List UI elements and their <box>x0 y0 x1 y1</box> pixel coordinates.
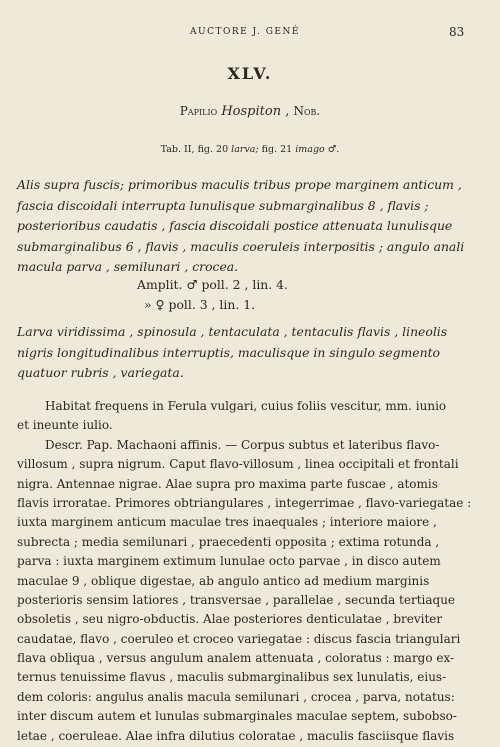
species-title <box>0 104 500 119</box>
plate-ref-imago: imago <box>295 144 325 155</box>
description-line: villosum , supra nigrum. Caput flavo-villosum , linea occipitali et frontali <box>17 457 459 472</box>
plate-ref-text-a: Tab. II, fig. 20 <box>160 144 232 155</box>
larva-paragraph <box>17 322 477 384</box>
diagnosis-line: Alis supra fuscis; primoribus maculis tribus prope marginem anticum , <box>17 177 462 192</box>
title-separator: , <box>281 104 294 119</box>
body-text <box>17 397 477 746</box>
habitat-line: et ineunte iulio. <box>17 418 113 433</box>
species-name: Hospiton <box>221 104 282 119</box>
description-line: inter discum autem et lunulas submarginales maculae septem, subobso- <box>17 709 457 724</box>
description-line: posterioris sensim latiores , transversae , parallelae , secunda tertiaque <box>17 592 456 607</box>
page-number: 83 <box>449 25 465 39</box>
measurement-female: » ♀ poll. 3 , lin. 1. <box>144 297 256 312</box>
larva-line: nigris longitudinalibus interruptis, maculisque in singulo segmento <box>17 344 441 360</box>
description-line: Descr. Pap. Machaoni affinis. — Corpus subtus et lateribus flavo- <box>45 437 440 452</box>
page-header <box>0 27 500 43</box>
description-line: flavis irroratae. Primores obtriangulares , integerrimae , flavo-variegatae : <box>17 495 472 510</box>
diagnosis-paragraph <box>17 175 477 278</box>
plate-ref-symbol: ♂. <box>324 144 340 155</box>
measurements <box>0 275 500 315</box>
description-line: nigra. Antennae nigrae. Alae supra pro maxima parte fuscae , atomis <box>17 476 438 491</box>
genus-name: Papilio <box>179 104 218 118</box>
plate-ref-larva: larva; <box>231 144 259 155</box>
description-line: letae , coeruleae. Alae infra dilutius coloratae , maculis fasciisque flavis <box>17 728 455 743</box>
running-head: AUCTORE J. GENÉ <box>190 27 300 37</box>
description-line: obsoletis , seu nigro-obductis. Alae posteriores denticulatae , breviter <box>17 612 443 627</box>
diagnosis-line: submarginalibus 6 , flavis , maculis coeruleis interpositis ; angulo anali <box>17 238 465 254</box>
author-abbrev: Nob. <box>293 104 321 118</box>
diagnosis-line: macula parva , semilunari , crocea. <box>17 259 239 274</box>
description-line: caudatae, flavo , coeruleo et croceo variegatae : discus fascia triangulari <box>17 631 461 646</box>
description-line: maculae 9 , oblique digestae, ab angulo antico ad medium marginis <box>17 573 430 588</box>
measurement-male: Amplit. ♂ poll. 2 , lin. 4. <box>137 277 288 292</box>
larva-line: Larva viridissima , spinosula , tentaculata , tentaculis flavis , lineolis <box>17 324 448 339</box>
diagnosis-line: posterioribus caudatis , fascia discoidali postice attenuata lunulisque <box>17 218 453 233</box>
description-line: ternus tenuissime flavus , maculis submarginalibus sex lunulatis, eius- <box>17 670 447 685</box>
description-line: flava obliqua , versus angulum analem attenuata , coloratus : margo ex- <box>17 651 455 666</box>
description-line: subrecta ; media semilunari , praecedenti opposita ; extima rotunda , <box>17 534 440 549</box>
diagnosis-line: fascia discoidali interrupta lunulisque submarginalibus 8 , flavis ; <box>17 197 429 213</box>
plate-ref-text-b: fig. 21 <box>258 144 296 155</box>
habitat-line: Habitat frequens in Ferula vulgari, cuius foliis vescitur, mm. iunio <box>45 399 447 413</box>
plate-reference <box>0 144 500 155</box>
description-line: parva : iuxta marginem extimum lunulae octo parvae , in disco autem <box>17 554 441 569</box>
larva-line: quatuor rubris , variegata. <box>17 365 184 380</box>
description-line: iuxta marginem anticum maculae tres inaequales ; interiore maiore , <box>17 515 437 530</box>
description-line: dem coloris: angulus analis macula semilunari , crocea , parva, notatus: <box>17 689 455 704</box>
section-number: XLV. <box>227 64 273 83</box>
